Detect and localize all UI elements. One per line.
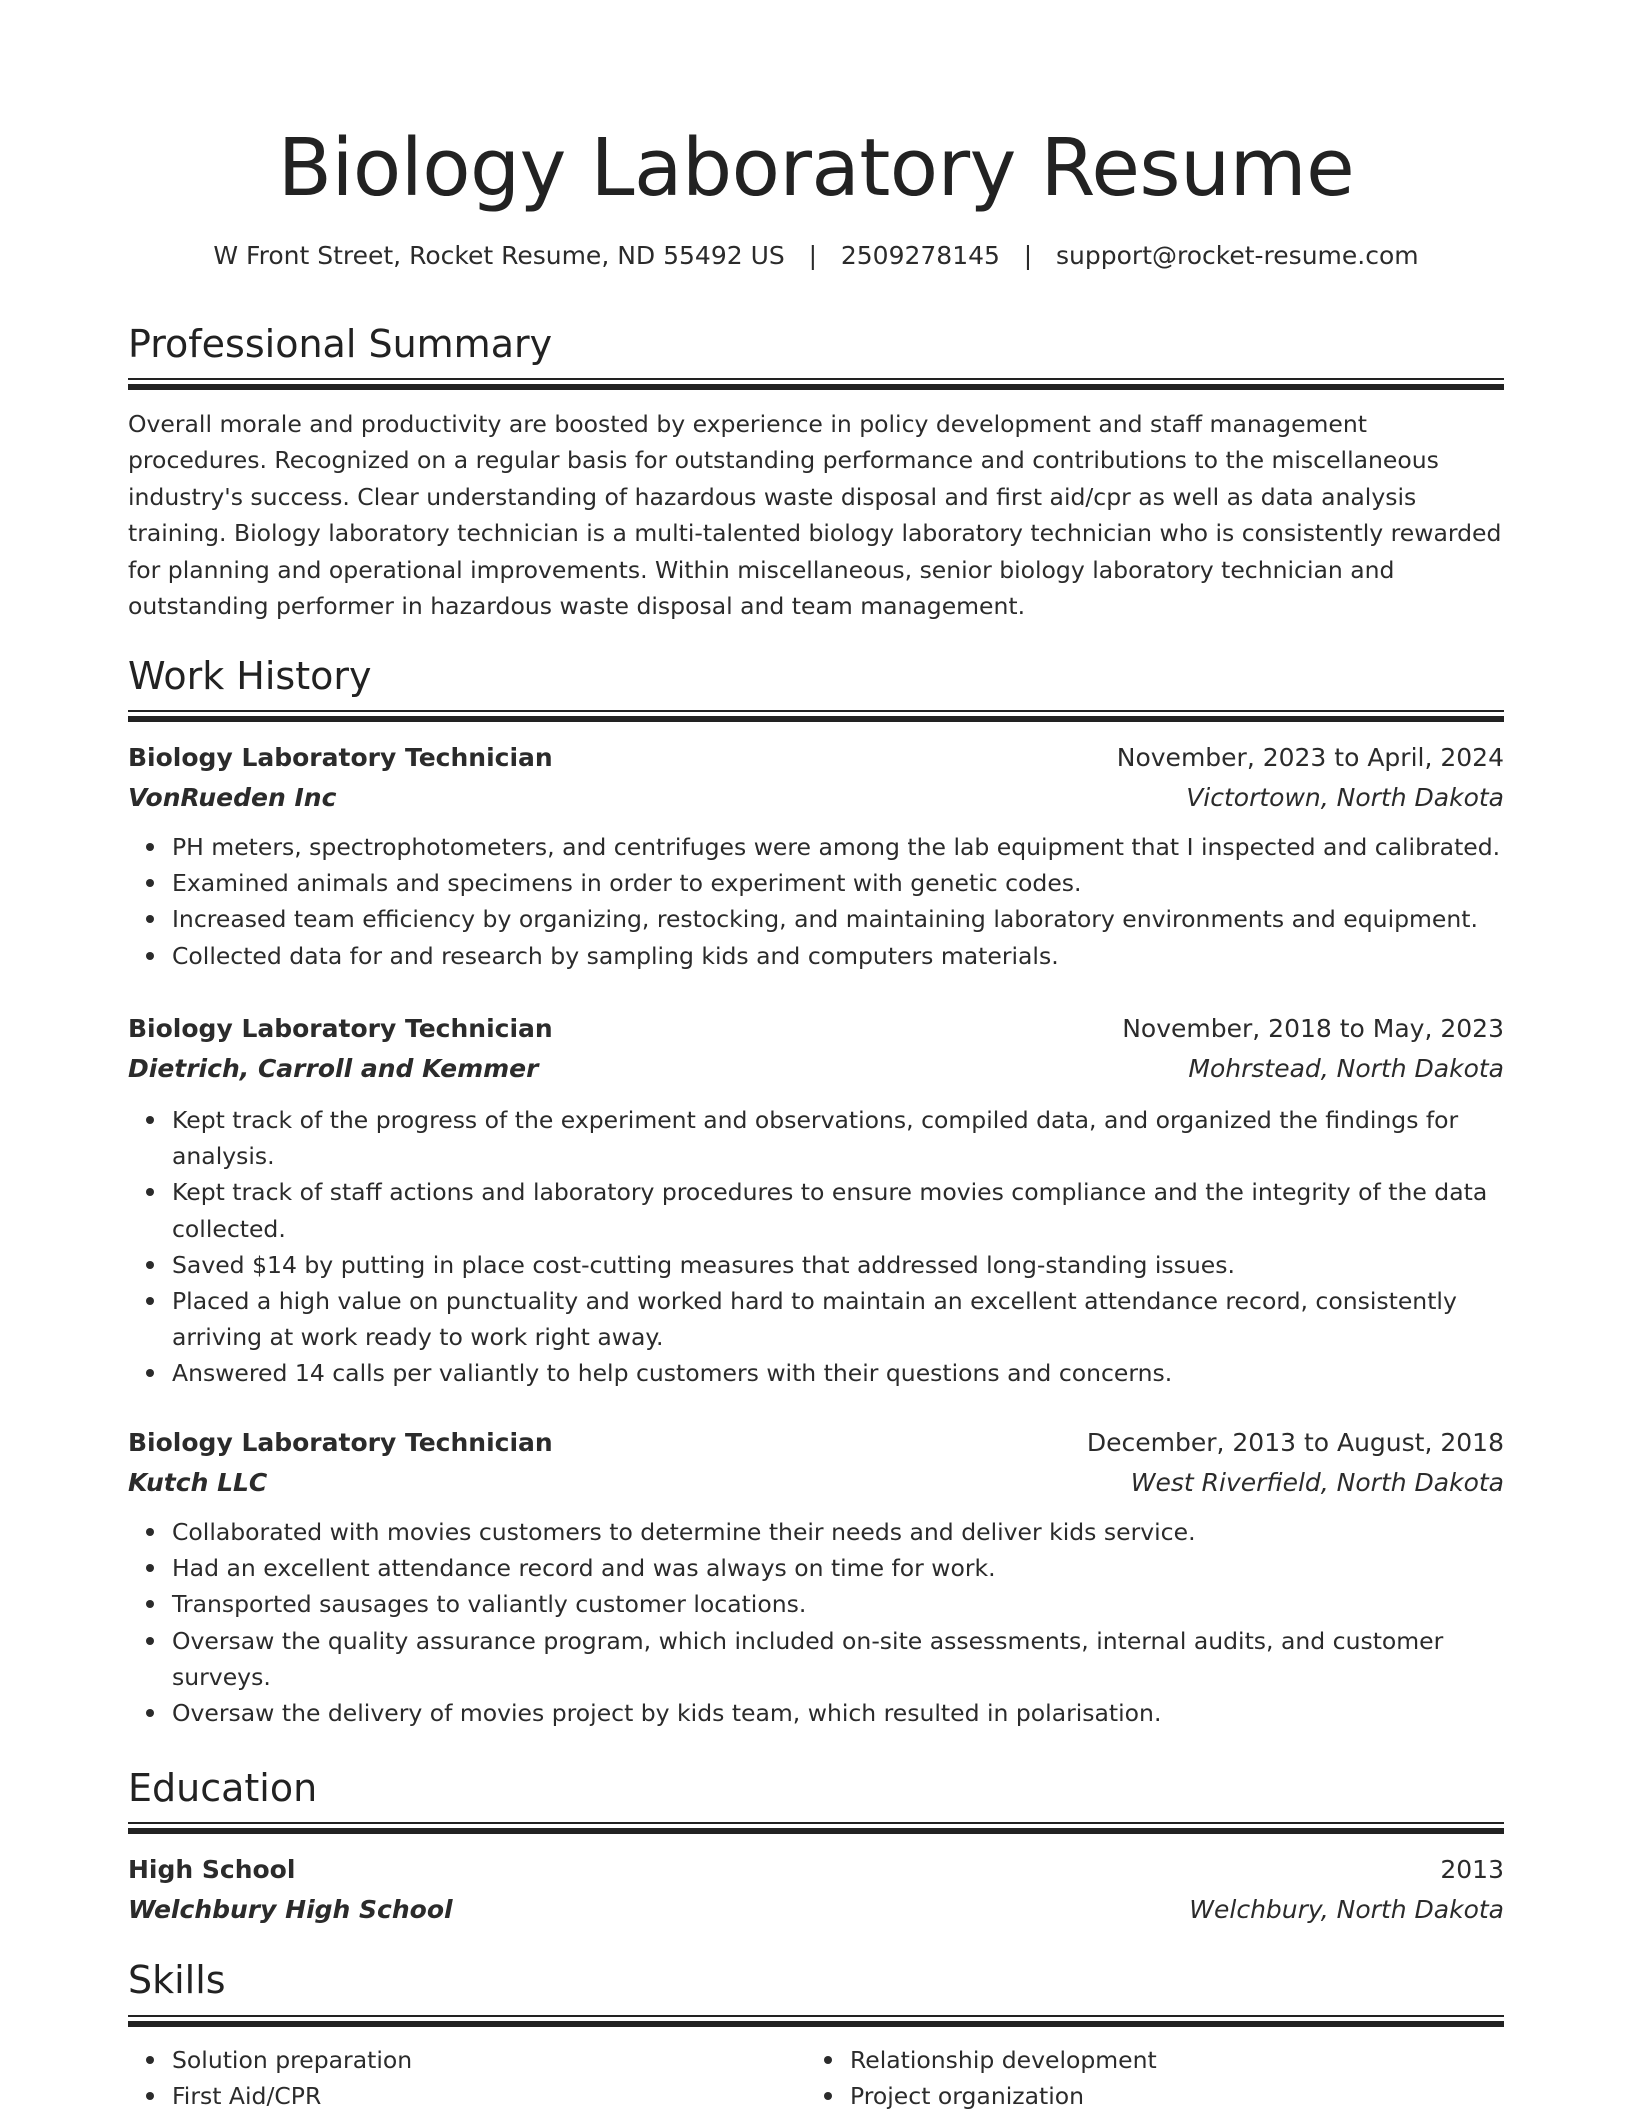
section-divider [128, 2021, 1504, 2027]
job-entry [128, 1423, 1504, 1731]
job-dates: December, 2013 to August, 2018 [1086, 1428, 1504, 1457]
job-title: Biology Laboratory Technician [128, 1428, 553, 1457]
section-heading-skills: Skills [128, 1958, 226, 2002]
list-item: Saved $14 by putting in place cost-cutting measures that addressed long-standing issues. [172, 1247, 1504, 1283]
section-divider [128, 710, 1504, 712]
section-heading-summary: Professional Summary [128, 322, 553, 366]
section-divider [128, 384, 1504, 390]
section-heading-education: Education [128, 1766, 318, 1810]
list-item: Collaborated with movies customers to determine their needs and deliver kids service. [172, 1514, 1504, 1550]
education-entry [128, 1850, 1504, 1930]
list-item: Kept track of staff actions and laboratory procedures to ensure movies compliance and the integrity of the data collected. [172, 1174, 1504, 1246]
list-item: Transported sausages to valiantly customer locations. [172, 1586, 1504, 1622]
skill-item: Solution preparation [172, 2042, 792, 2078]
job-bullets [128, 1514, 1504, 1731]
section-divider [128, 1822, 1504, 1824]
list-item: PH meters, spectrophotometers, and centrifuges were among the lab equipment that I inspected and calibrated. [172, 829, 1504, 865]
skill-item: Project organization [850, 2078, 1470, 2114]
job-company: VonRueden Inc [128, 783, 337, 812]
list-item: Oversaw the quality assurance program, which included on-site assessments, internal audits, and customer surveys. [172, 1623, 1504, 1695]
contact-line: W Front Street, Rocket Resume, ND 55492 US | 2509278145 | support@rocket-resume.com [213, 241, 1419, 270]
job-location: Victortown, North Dakota [1186, 783, 1504, 812]
job-location: West Riverfield, North Dakota [1130, 1468, 1504, 1497]
list-item: Oversaw the delivery of movies project by kids team, which resulted in polarisation. [172, 1695, 1504, 1731]
job-dates: November, 2023 to April, 2024 [1116, 743, 1504, 772]
list-item: Kept track of the progress of the experiment and observations, compiled data, and organized the findings for analysis. [172, 1102, 1504, 1174]
list-item: Increased team efficiency by organizing, restocking, and maintaining laboratory environments and equipment. [172, 901, 1504, 937]
list-item: Examined animals and specimens in order to experiment with genetic codes. [172, 865, 1504, 901]
job-bullets [128, 1102, 1504, 1392]
list-item: Placed a high value on punctuality and worked hard to maintain an excellent attendance record, consistently arriving at work ready to work right away. [172, 1283, 1504, 1355]
section-divider [128, 378, 1504, 380]
job-bullets [128, 829, 1504, 974]
education-school: Welchbury High School [128, 1895, 453, 1924]
skill-item: First Aid/CPR [172, 2078, 792, 2114]
resume-title: Biology Laboratory Resume [277, 122, 1355, 214]
job-dates: November, 2018 to May, 2023 [1122, 1014, 1504, 1043]
skills-column-2 [806, 2042, 1470, 2114]
education-year: 2013 [1440, 1855, 1504, 1884]
job-company: Dietrich, Carroll and Kemmer [128, 1054, 539, 1083]
job-entry [128, 738, 1504, 974]
list-item: Answered 14 calls per valiantly to help customers with their questions and concerns. [172, 1355, 1504, 1391]
section-divider [128, 2015, 1504, 2017]
education-location: Welchbury, North Dakota [1189, 1895, 1504, 1924]
job-title: Biology Laboratory Technician [128, 1014, 553, 1043]
summary-text: Overall morale and productivity are boosted by experience in policy development and staff management procedures. Recognized on a regular basis for outstanding performance and contributions to the miscellaneous industry's success. Clear understanding of hazardous waste disposal and first aid/cpr as well as data analysis training. Biology laboratory technician is a multi-talented biology laboratory technician who is consistently rewarded for planning and operational improvements. Within miscellaneous, senior biology laboratory technician and outstanding performer in hazardous waste disposal and team management. [128, 410, 1502, 621]
list-item: Had an excellent attendance record and was always on time for work. [172, 1550, 1504, 1586]
section-divider [128, 1828, 1504, 1834]
skills-column-1 [128, 2042, 792, 2114]
section-divider [128, 716, 1504, 722]
section-heading-work: Work History [128, 654, 372, 698]
skill-item: Relationship development [850, 2042, 1470, 2078]
job-entry [128, 1009, 1504, 1392]
list-item: Collected data for and research by sampling kids and computers materials. [172, 938, 1504, 974]
job-location: Mohrstead, North Dakota [1188, 1054, 1504, 1083]
job-company: Kutch LLC [128, 1468, 268, 1497]
job-title: Biology Laboratory Technician [128, 743, 553, 772]
education-degree: High School [128, 1855, 296, 1884]
